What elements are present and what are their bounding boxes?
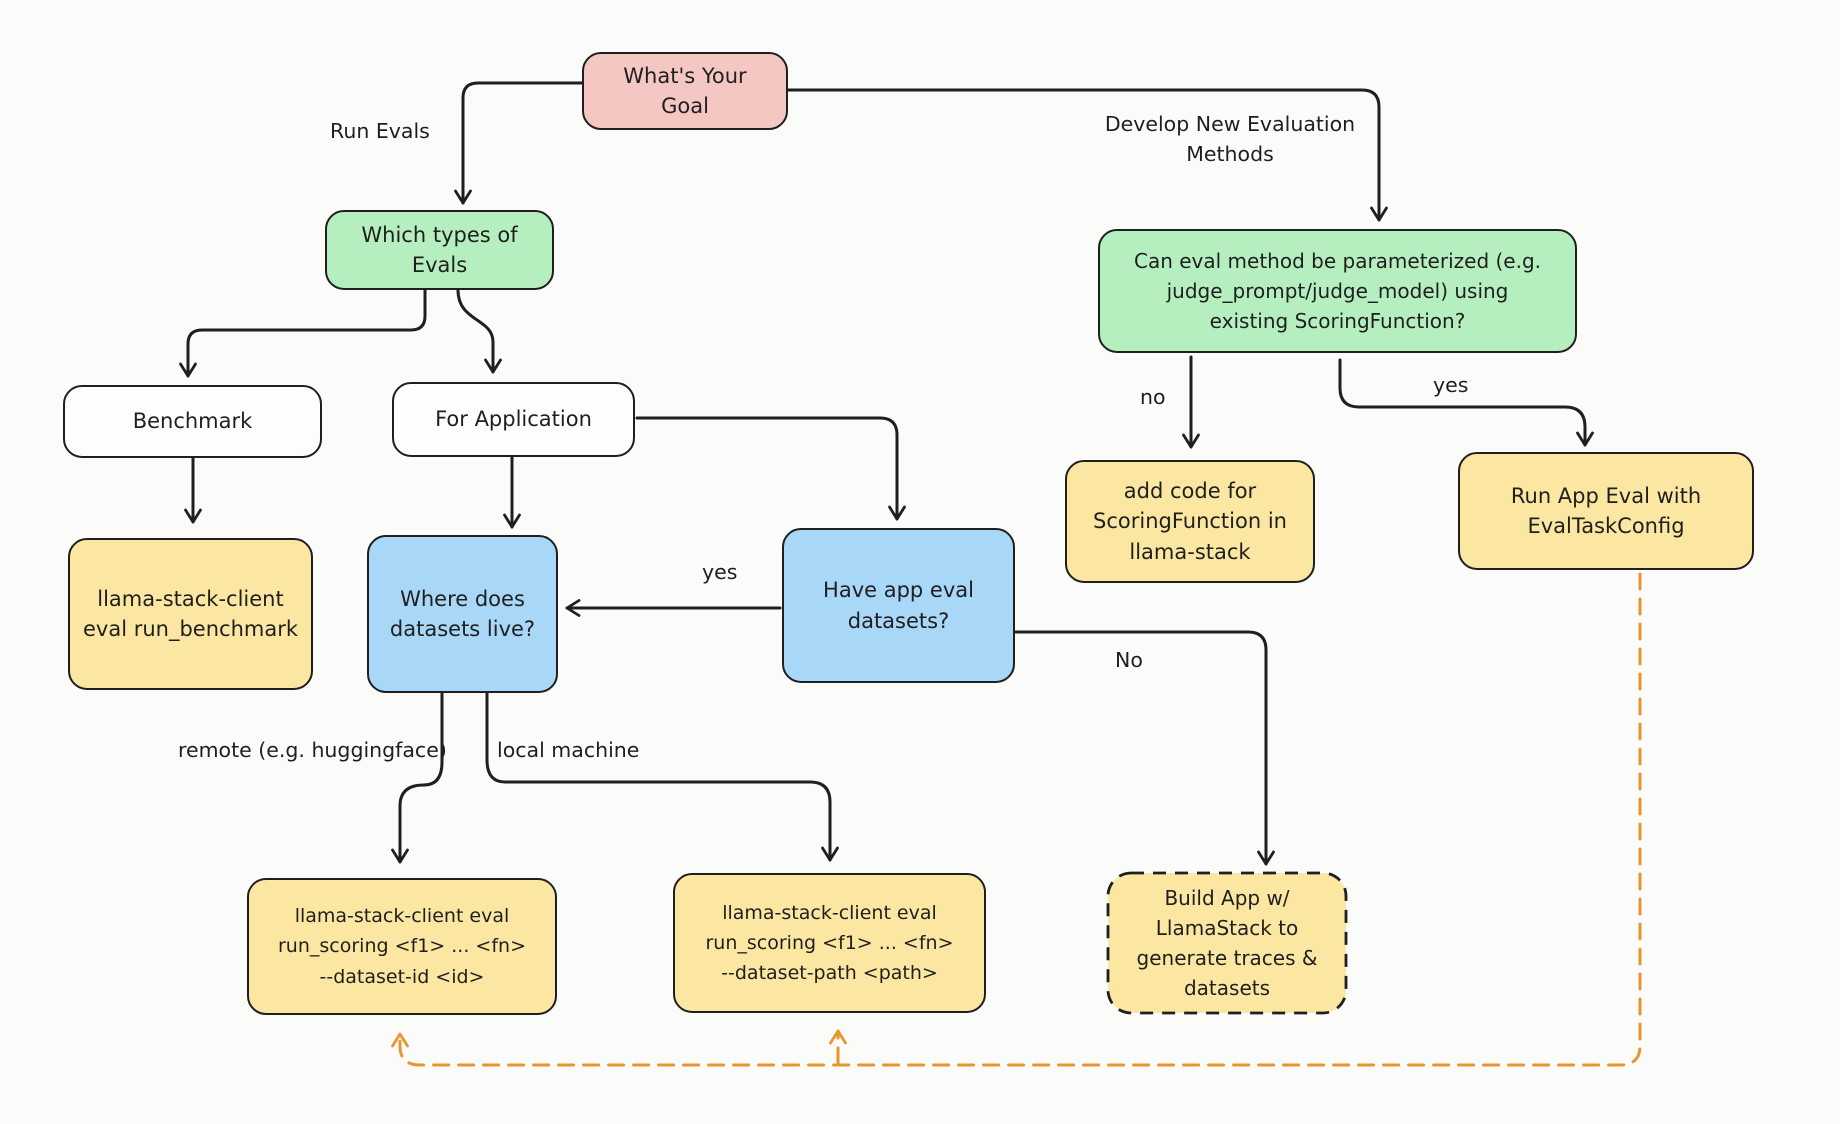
edge-label-line: Develop New Evaluation: [1104, 112, 1356, 136]
node-text-line: Goal: [661, 94, 709, 118]
node-text-line: ScoringFunction in: [1093, 509, 1287, 534]
node-text-line: LlamaStack to: [1155, 916, 1299, 940]
node-text-line: run_scoring <f1> ... <fn>: [705, 931, 954, 954]
node-text-line: llama-stack-client eval: [294, 905, 510, 928]
node-text-line: llama-stack-client: [97, 586, 284, 611]
node-text-line: Can eval method be parameterized (e.g.: [1133, 249, 1542, 273]
node-run-scoring-dataset-id-command: [247, 878, 557, 1015]
node-text-line: --dataset-path <path>: [721, 962, 938, 984]
edge-label-line: Methods: [1186, 141, 1274, 166]
node-text-line: eval run_benchmark: [82, 617, 298, 641]
node-text-line: Build App w/: [1164, 886, 1290, 910]
arrow-which-types-to-for-application: [458, 290, 493, 372]
node-benchmark: [63, 385, 322, 458]
node-can-eval-method-be-parameterized: [1098, 229, 1577, 353]
node-text-line: EvalTaskConfig: [1527, 514, 1685, 538]
node-text-line: For Application: [435, 407, 592, 432]
node-run-app-eval-with-evaltaskconfig: [1458, 452, 1754, 570]
arrow-for-application-to-have-datasets: [637, 418, 897, 519]
edge-label-develop-new-evaluation-methods: [1050, 110, 1410, 169]
node-which-types-of-evals: [325, 210, 554, 290]
node-for-application: [392, 382, 635, 457]
node-text-line: Which types of: [361, 222, 518, 247]
node-text-line: llama-stack-client eval: [722, 901, 937, 924]
edge-label-no-param: no: [1140, 385, 1166, 409]
node-run-scoring-dataset-path-command: [673, 873, 986, 1013]
node-text-line: generate traces &: [1136, 946, 1318, 970]
edge-label-local-machine: local machine: [497, 738, 640, 762]
node-add-code-for-scoringfunction: [1065, 460, 1315, 583]
node-have-app-eval-datasets: [782, 528, 1015, 683]
node-text-line: judge_prompt/judge_model) using: [1166, 279, 1509, 303]
node-whats-your-goal: [582, 52, 788, 130]
node-text-line: add code for: [1123, 478, 1257, 503]
edge-label-run-evals: Run Evals: [330, 119, 430, 143]
node-text-line: run_scoring <f1> ... <fn>: [278, 935, 526, 958]
node-text-line: Evals: [411, 253, 468, 277]
arrow-where-datasets-remote-to-run-scoring-id: [400, 693, 442, 862]
node-text-line: Where does: [400, 586, 525, 611]
node-where-does-datasets-live: [367, 535, 558, 693]
node-build-app-with-llamastack: [1107, 872, 1347, 1014]
node-text-line: Run App Eval with: [1510, 483, 1702, 508]
node-text-line: Benchmark: [132, 409, 253, 434]
arrow-which-types-to-benchmark: [188, 290, 425, 376]
edge-label-yes-have-datasets: yes: [702, 560, 738, 584]
dashed-arrow-run-app-eval-to-run-scoring-id: [400, 574, 1640, 1065]
node-run-benchmark-command: [68, 538, 313, 690]
node-text-line: datasets live?: [389, 617, 536, 641]
node-text-line: --dataset-id <id>: [319, 965, 485, 988]
arrow-goal-to-which-types: [463, 83, 582, 203]
edge-label-remote-huggingface: remote (e.g. huggingface): [178, 738, 447, 762]
arrow-where-datasets-local-to-run-scoring-path: [487, 693, 830, 860]
node-text-line: existing ScoringFunction?: [1209, 309, 1466, 333]
node-text-line: datasets?: [847, 608, 950, 633]
node-text-line: llama-stack: [1129, 539, 1251, 564]
node-text-line: datasets: [1183, 976, 1271, 1000]
node-text-line: What's Your: [623, 63, 747, 88]
node-text-line: Have app eval: [823, 578, 974, 603]
edge-label-no-have-datasets: No: [1115, 648, 1143, 672]
edge-label-yes-param: yes: [1433, 373, 1469, 397]
